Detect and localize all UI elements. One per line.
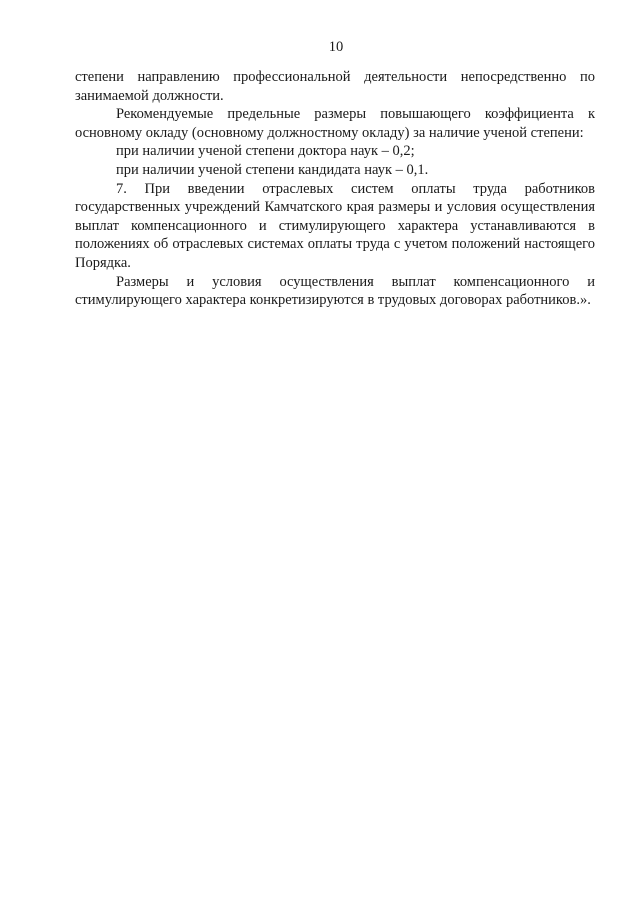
paragraph-doctor-degree: при наличии ученой степени доктора наук – 0,2;: [116, 143, 415, 160]
paragraph-continuation: степени направлению профессиональной деятельности непосредственно по занимаемой должности.: [75, 69, 595, 104]
document-body: [75, 68, 595, 310]
paragraph-item-7: 7. При введении отраслевых систем оплаты труда работников государственных учреждений Камчатского края размеры и условия осуществления выплат компенсационного и стимулирующего характера устанавливаются в положениях об отраслевых системах оплаты труда с учетом положений настоящего Порядка.: [75, 180, 595, 271]
page-number: 10: [328, 39, 344, 55]
paragraph-candidate-degree: при наличии ученой степени кандидата наук – 0,1.: [116, 161, 429, 178]
paragraph-coefficient-recommendation: Рекомендуемые предельные размеры повышающего коэффициента к основному окладу (основному должностному окладу) за наличие ученой степени:: [75, 106, 595, 141]
paragraph-labor-contracts: Размеры и условия осуществления выплат компенсационного и стимулирующего характера конкретизируются в трудовых договорах работников.».: [75, 273, 595, 309]
